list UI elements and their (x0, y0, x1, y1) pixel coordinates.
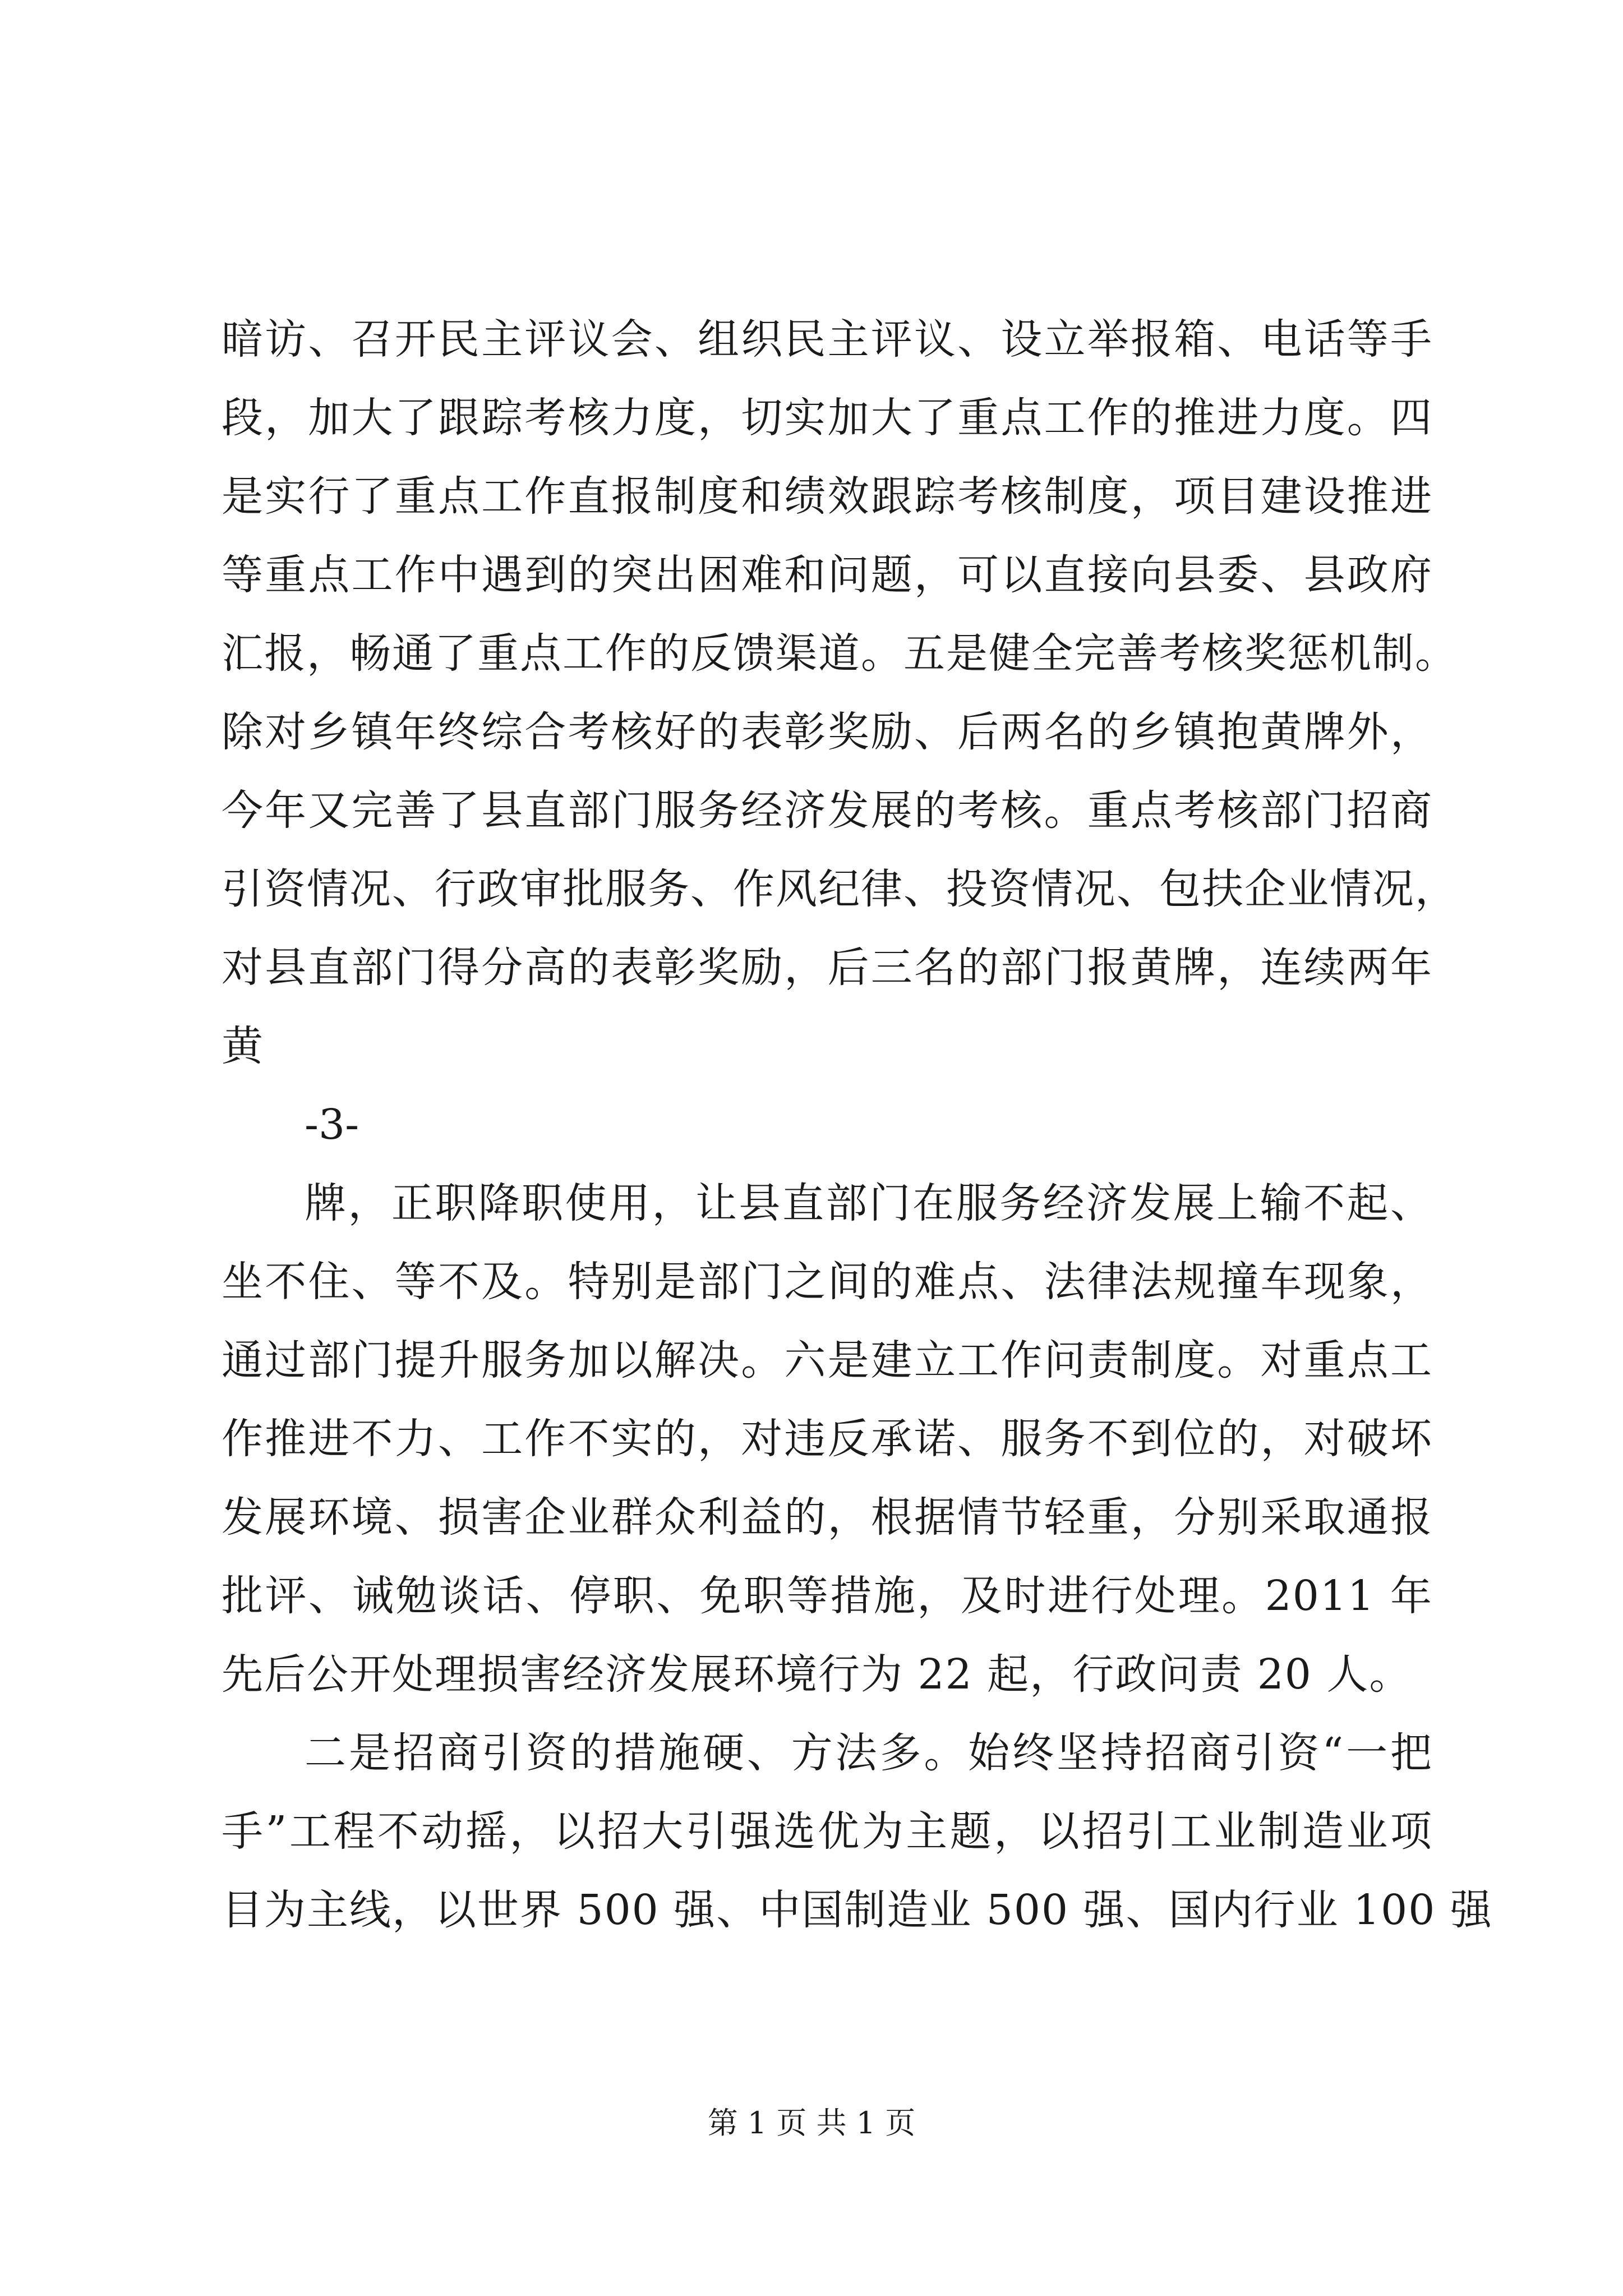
text-line: 二是招商引资的措施硬、方法多。始终坚持招商引资“一把 (305, 1729, 1433, 1777)
text-line: 目为主线，以世界 500 强、中国制造业 500 强、国内行业 100 强 (222, 1886, 1493, 1934)
text-line: 坐不住、等不及。特别是部门之间的难点、法律法规撞车现象， (222, 1258, 1433, 1306)
text-line: 手”工程不动摇，以招大引强选优为主题，以招引工业制造业项 (222, 1807, 1433, 1856)
document-body (222, 300, 1493, 1949)
text-line: 今年又完善了县直部门服务经济发展的考核。重点考核部门招商 (222, 786, 1433, 835)
text-line: 是实行了重点工作直报制度和绩效跟踪考核制度，项目建设推进 (222, 472, 1433, 521)
text-line: 汇报，畅通了重点工作的反馈渠道。五是健全完善考核奖惩机制。 (222, 629, 1458, 678)
text-line: 作推进不力、工作不实的，对违反承诺、服务不到位的，对破坏 (222, 1415, 1433, 1463)
text-line: 等重点工作中遇到的突出困难和问题，可以直接向县委、县政府 (222, 551, 1433, 599)
text-line: 牌，正职降职使用，让县直部门在服务经济发展上输不起、 (305, 1179, 1433, 1227)
text-line: 除对乡镇年终综合考核好的表彰奖励、后两名的乡镇抱黄牌外， (222, 708, 1433, 756)
text-line: 发展环境、损害企业群众利益的，根据情节轻重，分别采取通报 (222, 1493, 1433, 1542)
text-line: 黄 (222, 1022, 264, 1070)
text-line: 通过部门提升服务加以解决。六是建立工作问责制度。对重点工 (222, 1336, 1433, 1384)
page-number-marker: -3- (305, 1101, 359, 1149)
text-line: 段，加大了跟踪考核力度，切实加大了重点工作的推进力度。四 (222, 394, 1433, 442)
text-line: 引资情况、行政审批服务、作风纪律、投资情况、包扶企业情况， (222, 865, 1458, 913)
text-line: 对县直部门得分高的表彰奖励，后三名的部门报黄牌，连续两年 (222, 944, 1433, 992)
page-footer: 第 1 页 共 1 页 (707, 2105, 916, 2141)
text-line: 先后公开处理损害经济发展环境行为 22 起，行政问责 20 人。 (222, 1650, 1412, 1699)
text-line: 批评、诫勉谈话、停职、免职等措施，及时进行处理。2011 年 (222, 1572, 1433, 1620)
text-line: 暗访、召开民主评议会、组织民主评议、设立举报箱、电话等手 (222, 315, 1433, 364)
